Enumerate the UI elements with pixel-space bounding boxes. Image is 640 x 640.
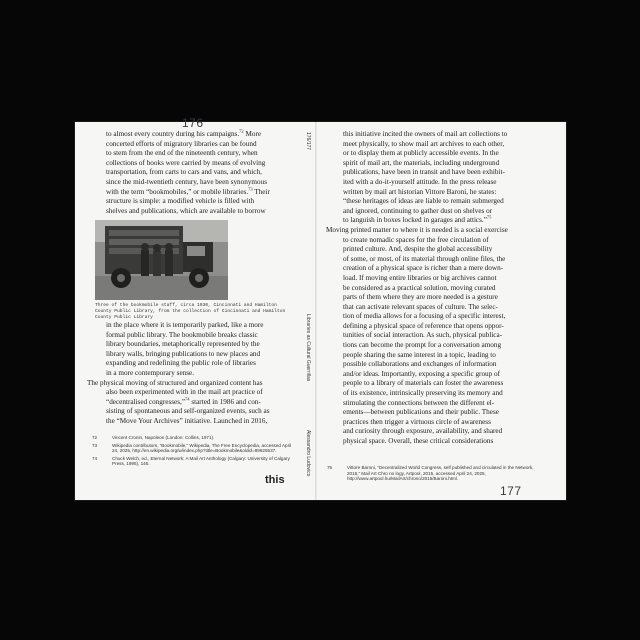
book-spread (75, 116, 566, 500)
footnote-ref[interactable]: 72 (239, 128, 244, 134)
text-line: expanding and redefining the public role of libraries (106, 359, 256, 368)
side-folio: 176/177 (305, 132, 311, 151)
text-line: Moving printed matter to where it is needed is a social exercise (326, 225, 508, 234)
text-line: or to display them at publicly accessible events. In the (343, 149, 499, 158)
text-line: tunities of social interaction. As such, physical publica- (343, 331, 503, 340)
side-author: Alessandro Ludovico (305, 430, 311, 477)
text-line: publications, have been in transit and have been exhibit- (343, 168, 505, 177)
text-line: that can activate relevant spaces of culture. The selec- (343, 302, 498, 311)
side-title: Libraries as Cultural Guerrillas (305, 314, 311, 382)
right-body-text (326, 130, 548, 447)
text-line: be considered as a practical solution, moving curated (343, 283, 496, 292)
footnote (327, 465, 547, 482)
text-line: sisting of spontaneous and self-organized events, such as (106, 407, 270, 416)
text-line: people to a library of materials can foster the awareness (343, 379, 504, 388)
footnote-ref[interactable]: 74 (185, 396, 190, 402)
text-line: collections of books were carried by means of evolving (106, 158, 266, 167)
footnotes-right (327, 465, 547, 484)
text-line: to languish in boxes locked in garages and attics.” (343, 216, 487, 225)
text-line: started in 1986 and con- (189, 397, 261, 406)
footnote (92, 443, 297, 454)
text-line: structure is simple: a modified vehicle is filled with (106, 197, 255, 206)
text-line: More (243, 130, 262, 138)
text-line: and ignored, continuing to gather dust on shelves or (343, 206, 493, 215)
text-line: of some, or most, of its material through online files, the (343, 254, 506, 263)
text-line: “decentralised congresses,” (106, 397, 186, 406)
text-line: to almost every country during his campaigns. (106, 130, 240, 138)
text-line: physical space. Overall, these critical considerations (343, 437, 494, 445)
text-line: people sharing the same interest in a topic, leading to (343, 350, 496, 359)
right-page (317, 122, 566, 500)
text-line: Their (252, 187, 270, 196)
footnote-ref[interactable]: 73 (248, 186, 253, 192)
text-line: library walls, bringing publications to new places and (106, 349, 261, 358)
text-line: shelves and publications, which are available to borrow (106, 206, 266, 215)
text-line: with the term “bookmobiles,” or mobile libraries. (106, 187, 249, 196)
footnote-number: 73 (92, 442, 98, 448)
footnote-number: 75 (327, 465, 333, 470)
text-line: to create nomadic spaces for the free circulation of (343, 235, 489, 244)
text-line: written by mail art historian Vittore Baroni, he states: (343, 187, 497, 196)
text-line: and/or ideas. Importantly, exposing a specific group of (343, 369, 501, 378)
text-line: formal public library. The bookmobile breaks classic (106, 330, 258, 339)
text-line: in a more contemporary sense. (106, 368, 195, 377)
left-body-text-bottom (87, 321, 302, 427)
footnote-text[interactable]: Vittore Baroni, “Decentralized World Congress, self published and circulated in the Network, 2016,” Mail Art Chro no logy, Artpool, 2015, accessed April 24, 2025, http://www.artpool.hu/MailArt/chrono/2015/Baroni.html. (347, 465, 534, 482)
text-line: parts of them where they are more needed is a gesture (343, 293, 498, 302)
text-line: printed culture. And, despite the global accessibility (343, 245, 493, 254)
footnote (92, 456, 297, 467)
footnote-number: 74 (92, 455, 98, 461)
text-line: since the mid-twentieth century, have been synonymous (106, 177, 268, 186)
text-line: of its existence, intrinsically preserving its memory and (343, 389, 503, 398)
text-line: defining a physical space of reference that opens oppor- (343, 321, 504, 330)
footnote-number: 72 (92, 435, 98, 440)
photo-caption: Three of the bookmobile staff, circa 1930, Cincinnati and Hamilton County Public Library, from the collection of Cincinnati and Hamilton County Public Library (95, 303, 286, 320)
left-page (75, 116, 315, 500)
bookmobile-photo-illustration (95, 220, 228, 300)
footnote-ref[interactable]: 75 (486, 214, 492, 220)
text-line: spirit of mail art, the materials, including underground (343, 158, 500, 167)
footnote (92, 435, 297, 441)
left-body-text-top (106, 130, 302, 216)
text-line: also been experimented with in the mail art practice of (106, 388, 263, 397)
text-line: stimulating the connections between the different el- (343, 398, 495, 407)
footnote-text: Vincent Cronin, Napoleon (London: Collins, 1971). (112, 435, 215, 440)
text-line: ements—between publications and their public. These (343, 408, 499, 417)
footnote-text[interactable]: Wikipedia contributors, “Bookmobile,” Wikipedia, The Free Encyclopedia, accessed April 24, 2025, http://en.wikipedia.org/w/index.php?title=Bookmobile&oldid=89625537. (112, 442, 292, 454)
text-line: transportation, from carts to cars and vans, and which, (106, 168, 262, 177)
text-line: The physical moving of structured and organized content has (87, 378, 263, 387)
page-number-right: 177 (500, 484, 522, 498)
text-line: “these heritages of ideas are liable to remain submerged (343, 197, 504, 206)
page-number-left: 176 (182, 116, 204, 130)
text-line: and curiosity through exposure, availability, and shared (343, 427, 503, 436)
text-line: meet physically, to show mail art archives to each other, (343, 139, 505, 148)
text-line: possible collaborations and exchanges of information (343, 360, 497, 369)
footnote-text: Chuck Welch, ed., Eternal Network: A Mail Art Anthology (Calgary: University of Calgary Press, 1995), 145. (112, 455, 290, 467)
text-line: tion of media allows for a focusing of a specific interest, (343, 312, 506, 321)
running-word: this (265, 474, 285, 486)
text-line: load. If moving entire libraries or big archives cannot (343, 273, 497, 282)
bookmobile-photo (95, 220, 228, 300)
text-line: practices then trigger a virtuous circle of awareness (343, 417, 491, 426)
text-line: library boundaries, metaphorically represented by the (106, 340, 260, 349)
text-line: concerted efforts of migratory libraries can be found (106, 139, 257, 148)
text-line: in the place where it is temporarily parked, like a more (106, 321, 264, 329)
text-line: ited with a do-it-yourself attitude. In the press release (343, 177, 497, 186)
text-line: to stem from the end of the nineteenth century, when (106, 149, 258, 158)
footnotes-left (92, 435, 297, 469)
text-line: tions can become the prompt for a conversation among (343, 341, 502, 350)
text-line: the “Move Your Archives” initiative. Launched in 2016, (106, 416, 268, 425)
text-line: this initiative incited the owners of mail art collections to (343, 130, 508, 138)
text-line: creation of a physical space is richer than a mere down- (343, 264, 504, 273)
